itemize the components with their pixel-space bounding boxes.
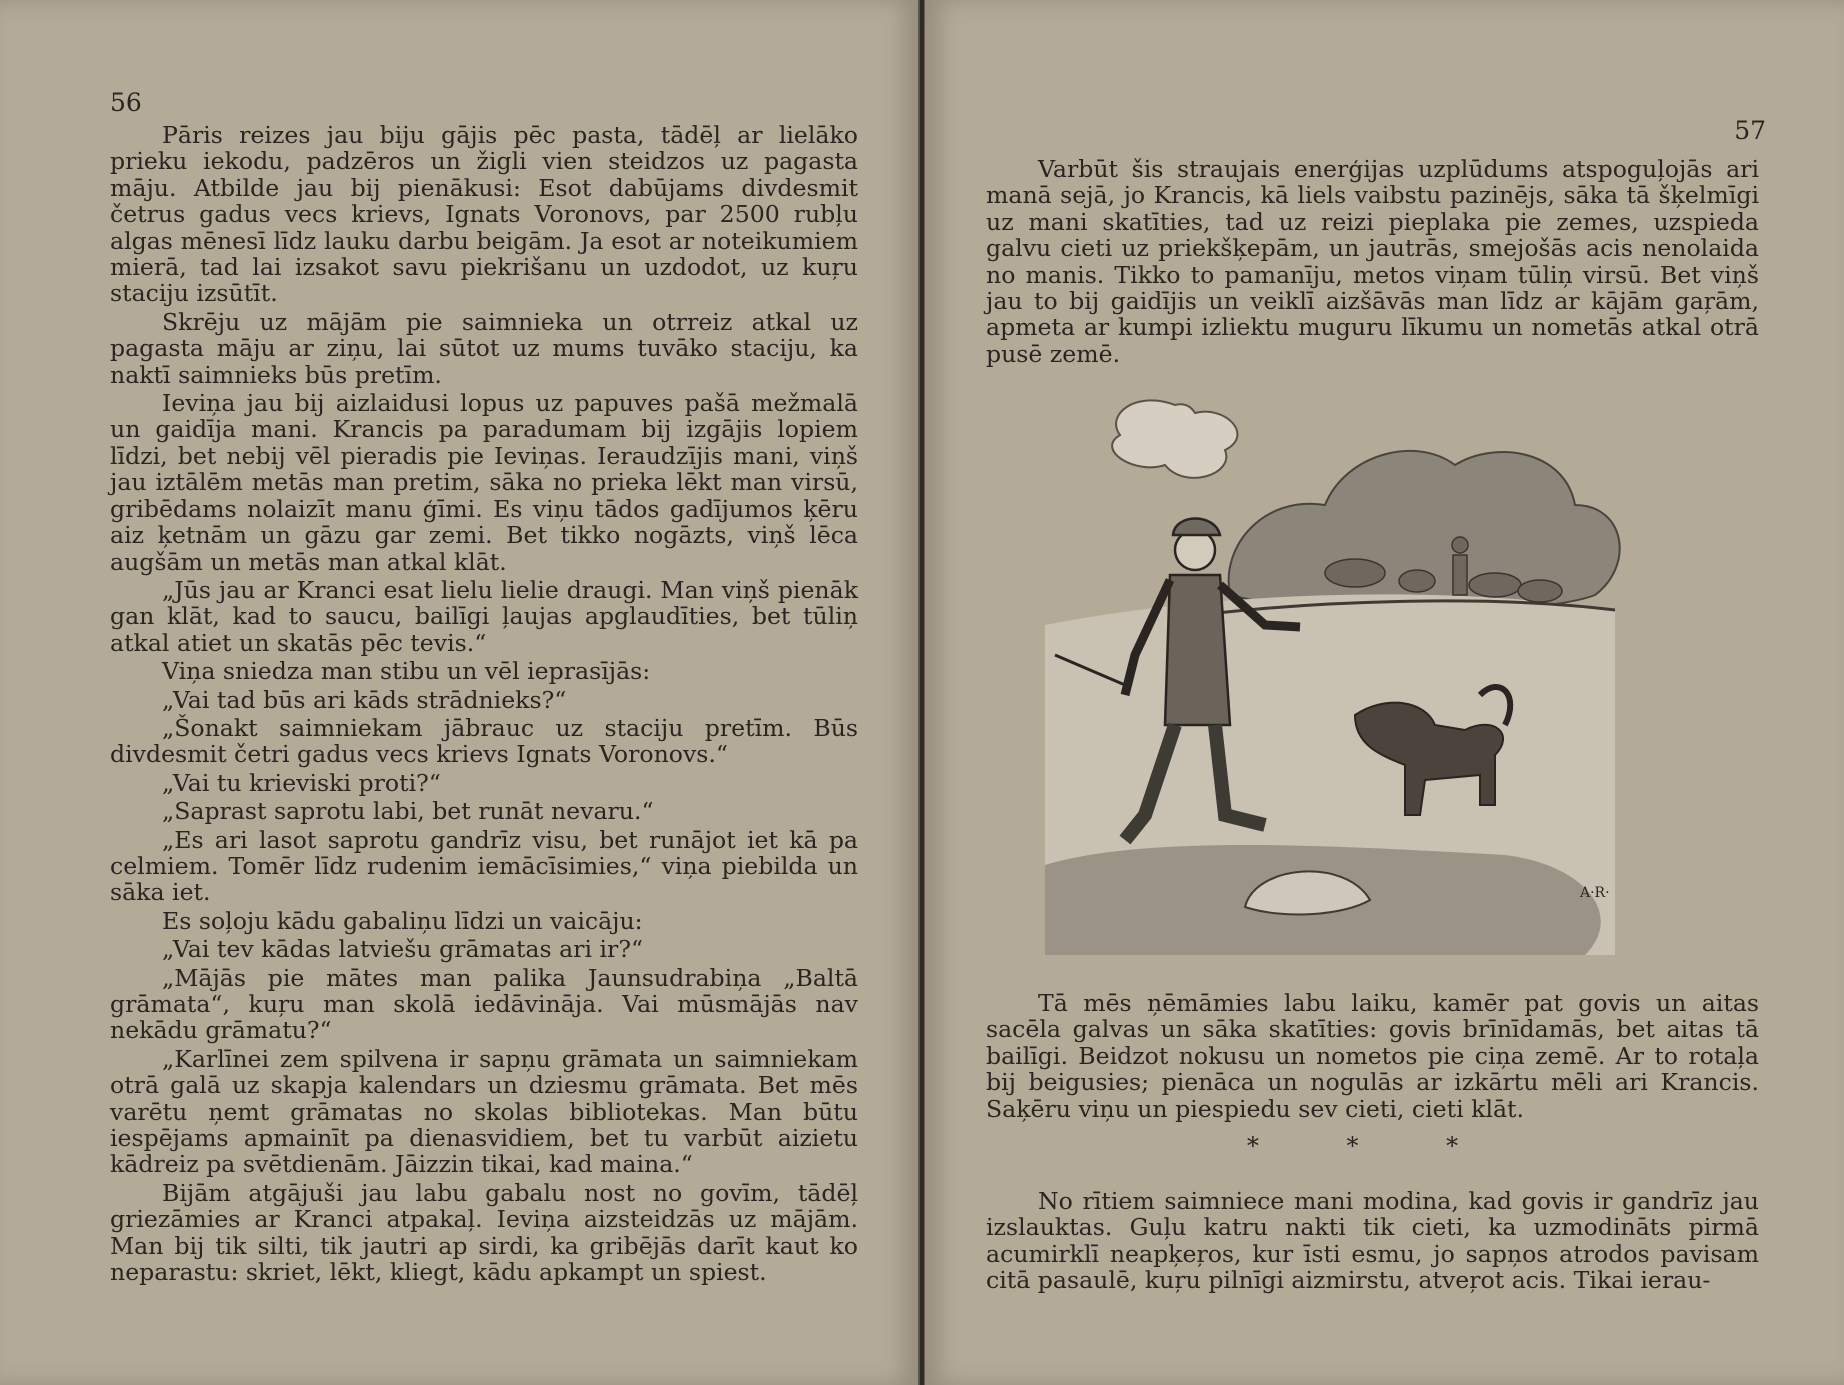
paragraph: „Jūs jau ar Kranci esat lielu lielie draugi. Man viņš pienāk gan klāt, kad to saucu, bailīgi ļaujas apglaudīties, bet tūliņ atkal atiet un skatās pēc tevis.“ xyxy=(110,575,858,657)
paragraph: No rītiem saimniece mani modina, kad govis ir gandrīz jau izslauktas. Guļu katru nakti tik cieti, ka uzmodināts pirmā acumirklī neapķeŗos, kur īsti esmu, jo sapņos atrodos pavisam citā pasaulē, kuŗu pilnīgi aizmirstu, atveŗot acis. Tikai ierau- xyxy=(986,1187,1759,1295)
paragraph: „Šonakt saimniekam jābrauc uz staciju pretīm. Būs divdesmit četri gadus vecs krievs Ignats Voronovs.“ xyxy=(110,713,858,769)
paragraph: Es soļoju kādu gabaliņu līdzi un vaicāju: xyxy=(162,906,643,935)
left-page-text xyxy=(110,122,858,1285)
page-number: 57 xyxy=(1734,116,1766,145)
paragraph: Pāris reizes jau biju gājis pēc pasta, tādēļ ar lielāko prieku iekodu, padzēros un žigli vien steidzos uz pagasta māju. Atbilde jau bij pienākusi: Esot dabūjams divdesmit četrus gadus vecs krievs, Ignats Voronovs, par 2500 rubļu algas mēnesī līdz lauku darbu beigām. Ja esot ar noteikumiem mierā, tad lai izsakot savu piekrišanu un uzdodot, uz kuŗu staciju izsūtīt. xyxy=(110,121,858,308)
paragraph: „Vai tad būs ari kāds strādnieks?“ xyxy=(162,685,567,714)
paragraph: „Es ari lasot saprotu gandrīz visu, bet runājot iet kā pa celmiem. Tomēr līdz rudenim iemācīsimies,“ viņa piebilda un sāka iet. xyxy=(110,825,858,907)
right-page-top-text xyxy=(986,156,1759,367)
paragraph: Bijām atgājuši jau labu gabalu nost no govīm, tādēļ griezāmies ar Kranci atpakaļ. Ieviņa aizsteidzās uz mājām. Man bij tik silti, tik jautri ap sirdi, ka gribējās darīt kaut ko neparastu: skriet, lēkt, kliegt, kādu apkampt un spiest. xyxy=(110,1178,858,1287)
right-page-bottom-text xyxy=(986,990,1759,1122)
cloud-shape xyxy=(1112,400,1237,477)
paragraph: Ieviņa jau bij aizlaidusi lopus uz papuves pašā mežmalā un gaidīja mani. Krancis pa paradumam bij izgājis lopiem līdzi, bet nebij vēl pieradis pie Ieviņas. Ieraudzījis mani, viņš jau iztālēm metās man pretim, sāka no prieka lēkt man virsū, gribēdams nolaizīt manu ģīmi. Es viņu tādos gadījumos ķēru aiz ķetnām un gāzu gar zemi. Bet tikko nogāzts, viņš lēca augšām un metās man atkal klāt. xyxy=(110,389,858,576)
right-page xyxy=(924,0,1844,1385)
paragraph: „Mājās pie mātes man palika Jaunsudrabiņa „Baltā grāmata“, kuŗu man skolā iedāvināja. Vai mūsmājās nav nekādu grāmatu?“ xyxy=(110,963,858,1045)
right-page-last-text xyxy=(986,1188,1759,1294)
left-page xyxy=(0,0,920,1385)
paragraph: „Saprast saprotu labi, bet runāt nevaru.“ xyxy=(162,797,654,826)
paragraph: Tā mēs ņēmāmies labu laiku, kamēr pat govis un aitas sacēla galvas un sāka skatīties: govis brīnīdamās, bet aitas tā bailīgi. Beidzot nokusu un nometos pie ciņa zemē. Ar to rotaļa bij beigusies; pienāca un nogulās ar izkārtu mēli ari Krancis. Saķēru viņu un piespiedu sev cieti, cieti klāt. xyxy=(986,989,1759,1123)
paragraph: „Karlīnei zem spilvena ir sapņu grāmata un saimniekam otrā galā uz skapja kalendars un dziesmu grāmata. Bet mēs varētu ņemt grāmatas no skolas bibliotekas. Man būtu iespējams apmainīt pa dienasvidiem, bet tu varbūt aizietu kādreiz pa svētdienām. Jāizzin tikai, kad maina.“ xyxy=(110,1044,858,1179)
paragraph: „Vai tu krieviski proti?“ xyxy=(162,768,441,797)
page-number: 56 xyxy=(110,88,142,117)
paragraph: Varbūt šis straujais enerģijas uzplūdums atspoguļojās ari manā sejā, jo Krancis, kā liels vaibstu pazinējs, sāka tā šķelmīgi uz mani skatīties, tad uz reizi pieplaka pie zemes, uzspieda galvu cieti uz priekšķepām, un jautrās, smejošās acis nenolaida no manis. Tikko to pamanīju, metos viņam tūliņ virsū. Bet viņš jau to bij gaidījis un veiklī aizšāvās man līdz ar kājām gaŗām, apmeta ar kumpi izliektu muguru līkumu un nometās atkal otrā pusē zemē. xyxy=(986,155,1759,368)
illustration-signature: A·R· xyxy=(1580,885,1610,901)
paragraph: Viņa sniedza man stibu un vēl ieprasījās: xyxy=(162,657,651,686)
boy-and-dog-illustration xyxy=(1025,395,1725,975)
section-separator: * * * xyxy=(1246,1132,1499,1160)
paragraph: Skrēju uz mājām pie saimnieka un otrreiz atkal uz pagasta māju ar ziņu, lai sūtot uz mums tuvāko staciju, ka naktī saimnieks būs pretīm. xyxy=(110,307,858,389)
paragraph: „Vai tev kādas latviešu grāmatas ari ir?“ xyxy=(162,935,644,964)
